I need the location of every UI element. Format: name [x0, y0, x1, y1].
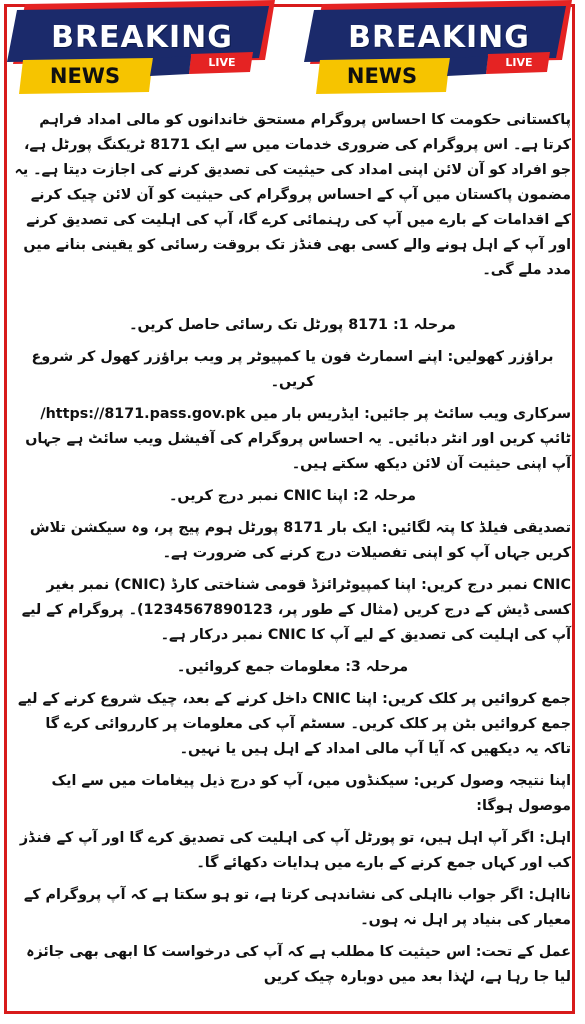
article-body [14, 108, 571, 997]
breaking-label: BREAKING [51, 20, 233, 55]
badge-live-connector [150, 56, 191, 76]
step3-heading: مرحلہ 3: معلومات جمع کروائیں۔ [176, 659, 409, 675]
news-label: NEWS [346, 64, 418, 88]
breaking-label: BREAKING [348, 20, 530, 55]
step1-open-browser: براؤزر کھولیں: اپنے اسمارٹ فون یا کمپیوٹر پر ویب براؤزر کھول کر شروع کریں۔ [31, 349, 554, 390]
live-label: LIVE [505, 56, 533, 69]
result-pending: عمل کے تحت: اس حیثیت کا مطلب ہے کہ آپ کی درخواست کا ابھی بھی جائزہ لیا جا رہا ہے، لہٰذا بعد میں دوبارہ چیک کریں [26, 944, 571, 985]
step2-enter-cnic: CNIC نمبر درج کریں: اپنا کمپیوٹرائزڈ قومی شناختی کارڈ (CNIC) نمبر بغیر کسی ڈیش کے درج کریں (مثال کے طور پر، 1234567890123)۔ پروگرام کے لیے آپ کی اہلیت کی تصدیق کے لیے آپ کا CNIC نمبر درکار ہے۔ [21, 577, 571, 643]
step2-locate-field: تصدیقی فیلڈ کا پتہ لگائیں: ایک بار 8171 پورٹل ہوم پیج پر، وہ سیکشن تلاش کریں جہاں آپ کو اپنی تفصیلات درج کرنے کی ضرورت ہے۔ [29, 520, 571, 561]
news-label: NEWS [49, 64, 121, 88]
intro-paragraph: پاکستانی حکومت کا احساس پروگرام مستحق خاندانوں کو مالی امداد فراہم کرتا ہے۔ اس پروگرام کی ضروری خدمات میں سے ایک 8171 ٹریکنگ پورٹل ہے، جو افراد کو آن لائن اپنی امداد کی حیثیت کی تصدیق کرنے کی اجازت دیتا ہے۔ یہ مضمون پاکستان میں آپ کے احساس پروگرام کی حیثیت کو آن لائن چیک کرنے کے اقدامات کے بارے میں آپ کی رہنمائی کرے گا، آپ کی اہلیت کی تصدیق کرنے اور آپ کے اہل ہونے والے کسی بھی فنڈز تک بروقت رسائی کو یقینی بنانے میں مدد ملے گی۔ [14, 112, 571, 278]
breaking-news-badge [3, 0, 281, 96]
result-ineligible: نااہل: اگر جواب نااہلی کی نشاندہی کرتا ہے، تو ہو سکتا ہے کہ آپ پروگرام کے معیار کی بنیاد پر اہل نہ ہوں۔ [23, 887, 571, 928]
result-eligible: اہل: اگر آپ اہل ہیں، تو پورٹل آپ کی اہلیت کی تصدیق کرے گا اور آپ کے فنڈز کب اور کہاں جمع کرنے کے بارے میں ہدایات دکھائے گا۔ [19, 830, 571, 871]
breaking-news-badge [300, 0, 578, 96]
live-label: LIVE [208, 56, 236, 69]
step3-click-submit: جمع کروائیں پر کلک کریں: اپنا CNIC داخل کرنے کے بعد، چیک شروع کرنے کے لیے جمع کروائیں بٹن پر کلک کریں۔ سسٹم آپ کی معلومات پر کارروائی کرے گا تاکہ یہ دیکھیں کہ آیا آپ مالی امداد کے اہل ہیں یا نہیں۔ [17, 691, 571, 757]
badge-live-connector [447, 56, 488, 76]
step1-visit-website: سرکاری ویب سائٹ پر جائیں: ایڈریس بار میں https://8171.pass.gov.pk/ ٹائپ کریں اور انٹر دبائیں۔ یہ احساس پروگرام کی آفیشل ویب سائٹ ہے جہاں آپ اپنی حیثیت آن لائن دیکھ سکتے ہیں۔ [25, 406, 571, 472]
step2-heading: مرحلہ 2: اپنا CNIC نمبر درج کریں۔ [169, 488, 416, 504]
receive-result: اپنا نتیجہ وصول کریں: سیکنڈوں میں، آپ کو درج ذیل پیغامات میں سے ایک موصول ہوگا: [51, 773, 571, 814]
header-banner [0, 0, 585, 100]
step1-heading: مرحلہ 1: 8171 پورٹل تک رسائی حاصل کریں۔ [129, 317, 456, 333]
